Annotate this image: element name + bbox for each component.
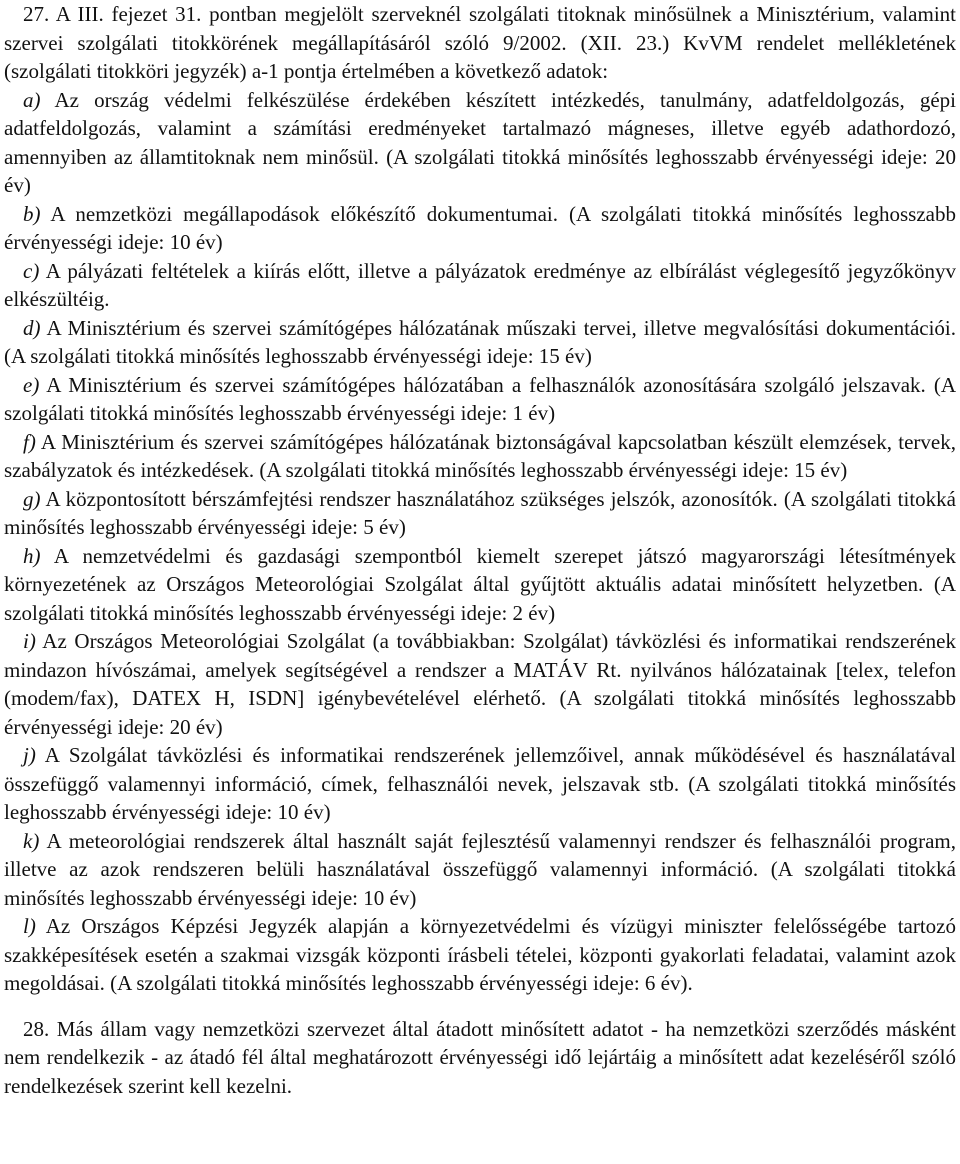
item-letter: j): [23, 743, 36, 767]
item-text: A Minisztérium és szervei számítógépes hálózatának biztonságával kapcsolatban készült elemzések, tervek, szabályzatok és intézkedések. (A szolgálati titokká minősítés leghosszabb érvényességi ideje: 15 év): [4, 429, 956, 482]
item-letter: c): [23, 258, 40, 283]
item-text: A nemzetközi megállapodások előkészítő dokumentumai. (A szolgálati titokká minősítés leghosszabb érvényességi ideje: 10 év): [4, 201, 956, 254]
item-letter: a): [23, 87, 41, 112]
item-text: A nemzetvédelmi és gazdasági szempontból kiemelt szerepet játszó magyarországi létesítmények környezetének az Országos Meteorológiai Szolgálat által gyűjtött aktuális adatai minősített helyzetben. (A szolgálati titokká minősítés leghosszabb érvényességi ideje: 2 év): [4, 543, 956, 625]
item-text: Az ország védelmi felkészülése érdekében készített intézkedés, tanulmány, adatfeldolgozás, gépi adatfeldolgozás, valamint a számítási eredményeket tartalmazó mágneses, illetve egyéb adathordozó, amennyiben az államtitoknak nem minősül. (A szolgálati titokká minősítés leghosszabb érvényességi ideje: 20 év): [4, 87, 956, 197]
section-spacer: [4, 998, 956, 1015]
item-text: A pályázati feltételek a kiírás előtt, illetve a pályázatok eredménye az elbírálást véglegesítő jegyzőkönyv elkészültéig.: [4, 258, 956, 311]
list-item-e: [4, 371, 956, 428]
item-text: Az Országos Meteorológiai Szolgálat (a továbbiakban: Szolgálat) távközlési és informatikai rendszerének mindazon hívószámai, amelyek segítségével a rendszer a MATÁV Rt. nyilvános hálózatainak [telex, telefon (modem/fax), DATEX H, ISDN] igénybevételével elérhető. (A szolgálati titokká minősítés leghosszabb érvényességi ideje: 20 év): [4, 629, 956, 739]
item-text: A Minisztérium és szervei számítógépes hálózatának műszaki tervei, illetve megvalósítási dokumentációi. (A szolgálati titokká minősítés leghosszabb érvényességi ideje: 15 év): [4, 315, 956, 368]
item-letter: k): [23, 828, 40, 853]
item-text: Az Országos Képzési Jegyzék alapján a környezetvédelmi és vízügyi miniszter felelősségébe tartozó szakképesítések esetén a szakmai vizsgák központi írásbeli tételei, központi gyakorlati feladatai, valamint azok megoldásai. (A szolgálati titokká minősítés leghosszabb érvényességi ideje: 6 év).: [4, 914, 956, 995]
item-letter: h): [23, 543, 41, 568]
list-item-k: [4, 827, 956, 913]
list-item-h: [4, 542, 956, 628]
list-item-b: [4, 200, 956, 257]
item-letter: g): [23, 486, 41, 511]
document-page: [4, 0, 956, 1100]
item-letter: i): [23, 629, 36, 653]
list-item-f: [4, 428, 956, 485]
list-item-d: [4, 314, 956, 371]
list-item-a: [4, 86, 956, 200]
item-letter: d): [23, 315, 41, 340]
item-letter: f): [23, 429, 36, 454]
item-text: A központosított bérszámfejtési rendszer használatához szükséges jelszók, azonosítók. (A szolgálati titokká minősítés leghosszabb érvényességi ideje: 5 év): [4, 486, 956, 539]
item-text: A Minisztérium és szervei számítógépes hálózatában a felhasználók azonosítására szolgáló jelszavak. (A szolgálati titokká minősítés leghosszabb érvényességi ideje: 1 év): [4, 372, 956, 425]
section-27-items: [4, 86, 956, 998]
list-item-c: [4, 257, 956, 314]
list-item-i: [4, 627, 956, 741]
item-letter: e): [23, 372, 40, 397]
item-letter: l): [23, 914, 36, 938]
list-item-l: [4, 912, 956, 998]
item-text: A meteorológiai rendszerek által használt saját fejlesztésű valamennyi rendszer és felhasználói program, illetve az azok rendszeren belüli használatával összefüggő valamennyi információ. (A szolgálati titokká minősítés leghosszabb érvényességi ideje: 10 év): [4, 828, 956, 910]
list-item-g: [4, 485, 956, 542]
item-text: A Szolgálat távközlési és informatikai rendszerének jellemzőivel, annak működésével és használatával összefüggő valamennyi információ, címek, felhasználói nevek, jelszavak stb. (A szolgálati titokká minősítés leghosszabb érvényességi ideje: 10 év): [4, 743, 956, 824]
section-28-paragraph: 28. Más állam vagy nemzetközi szervezet által átadott minősített adatot - ha nemzetközi szerződés másként nem rendelkezik - az átadó fél által meghatározott érvényességi idő lejártáig a minősített adat kezeléséről szóló rendelkezések szerint kell kezelni.: [4, 1016, 956, 1098]
list-item-j: [4, 741, 956, 827]
item-letter: b): [23, 201, 41, 226]
section-27-intro: 27. A III. fejezet 31. pontban megjelölt szerveknél szolgálati titoknak minősülnek a Minisztérium, valamint szervei szolgálati titokkörének megállapításáról szóló 9/2002. (XII. 23.) KvVM rendelet mellékletének (szolgálati titokköri jegyzék) a-1 pontja értelmében a következő adatok:: [4, 2, 956, 83]
